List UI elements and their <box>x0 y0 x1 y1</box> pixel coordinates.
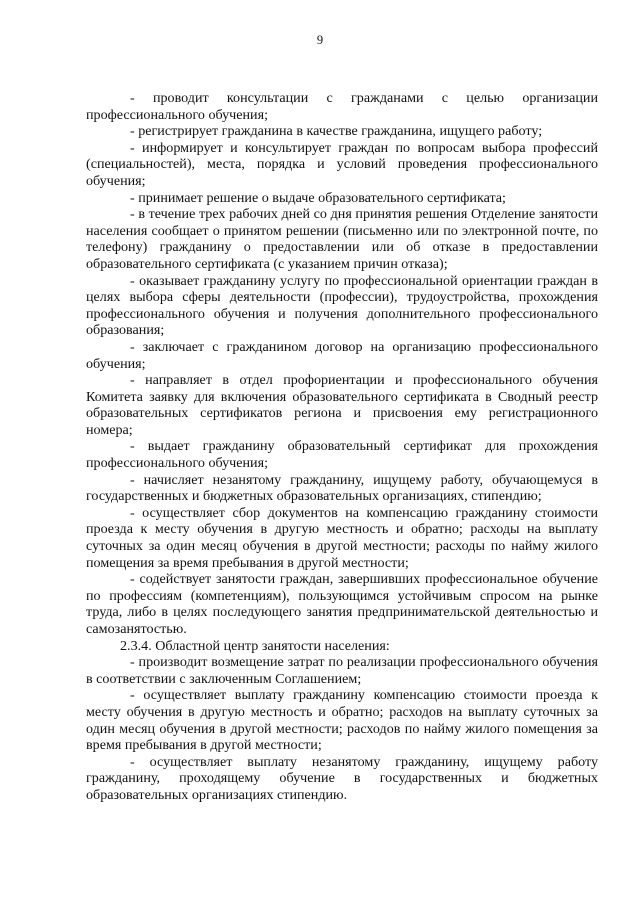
paragraph-registry-request: - направляет в отдел профориентации и профессионального обучения Комитета заявку для включения образовательного сертификата в Сводный реестр образовательных сертификатов региона и присвоения ему регистрационного номера; <box>86 372 598 438</box>
paragraph-travel-compensation: - осуществляет выплату гражданину компенсацию стоимости проезда к месту обучения в другую местность и обратно; расходов на выплату суточных за один месяц обучения в другой местности; расходов по найму жилого помещения за время пребывания в другой местности; <box>86 687 598 754</box>
paragraph-consultations: - проводит консультации с гражданами с целью организации профессионального обучения; <box>86 90 598 123</box>
document-body <box>86 90 598 804</box>
paragraph-certificate-issue: - выдает гражданину образовательный сертификат для прохождения профессионального обучения; <box>86 438 598 472</box>
paragraph-career-guidance: - оказывает гражданину услугу по профессиональной ориентации граждан в целях выбора сферы деятельности (профессии), трудоустройства, прохождения профессионального обучения и получения дополнительного профессионального образования; <box>86 272 598 339</box>
paragraph-notification: - в течение трех рабочих дней со дня принятия решения Отделение занятости населения сообщает о принятом решении (письменно или по электронной почте, по телефону) гражданину о предоставлении или об отказе в предоставлении образовательного сертификата (с указанием причин отказа); <box>86 206 598 272</box>
paragraph-stipend: - начисляет незанятому гражданину, ищущему работу, обучающемуся в государственных и бюджетных образовательных организациях, стипендию; <box>86 471 598 505</box>
page-number: 9 <box>316 33 324 47</box>
paragraph-contract: - заключает с гражданином договор на организацию профессионального обучения; <box>86 338 598 372</box>
paragraph-informing: - информирует и консультирует граждан по вопросам выбора профессий (специальностей), места, порядка и условий проведения профессионального обучения; <box>86 139 598 189</box>
paragraph-employment-assistance: - содействует занятости граждан, завершивших профессиональное обучение по профессиям (компетенциям), пользующимся устойчивым спросом на рынке труда, либо в целях последующего занятия предпринимательской деятельностью и самозанятостью. <box>86 571 598 637</box>
section-heading-2-3-4: 2.3.4. Областной центр занятости населения: <box>120 637 390 654</box>
paragraph-cost-reimbursement: - производит возмещение затрат по реализации профессионального обучения в соответствии с заключенным Соглашением; <box>86 654 598 687</box>
paragraph-compensation-documents: - осуществляет сбор документов на компенсацию гражданину стоимости проезда к месту обучения в другую местность и обратно; расходы на выплату суточных за один месяц обучения в другой местности; расходы по найму жилого помещения за время пребывания в другой местности; <box>86 504 598 571</box>
paragraph-registration: - регистрирует гражданина в качестве гражданина, ищущего работу; <box>130 123 543 140</box>
paragraph-certificate-decision: - принимает решение о выдаче образовательного сертификата; <box>130 189 506 206</box>
paragraph-stipend-payment: - осуществляет выплату незанятому гражданину, ищущему работу гражданину, проходящему обучение в государственных и бюджетных образовательных организациях стипендию. <box>86 753 598 803</box>
